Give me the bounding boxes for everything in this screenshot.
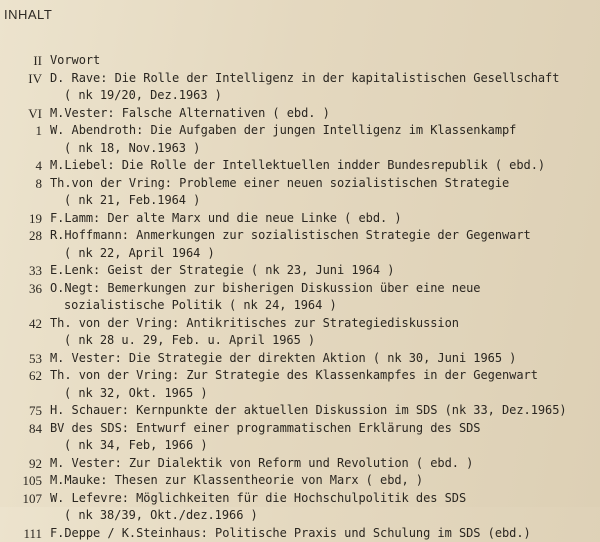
toc-entry xyxy=(0,455,600,473)
toc-entry xyxy=(0,122,600,157)
toc-entry xyxy=(0,262,600,280)
toc-page-number: 62 xyxy=(0,367,42,385)
toc-entry-title: Vorwort xyxy=(50,52,600,70)
toc-entry xyxy=(0,105,600,123)
toc-entry-title: E.Lenk: Geist der Strategie ( nk 23, Juni 1964 ) xyxy=(50,262,600,280)
toc-entry-title: F.Deppe / K.Steinhaus: Politische Praxis und Schulung im SDS (ebd.) xyxy=(50,525,600,542)
toc-page-number: 105 xyxy=(0,472,42,490)
toc-entry xyxy=(0,525,600,542)
toc-entry xyxy=(0,490,600,525)
toc-entry-source: ( nk 28 u. 29, Feb. u. April 1965 ) xyxy=(50,332,600,350)
toc-entry-source: ( nk 18, Nov.1963 ) xyxy=(50,140,600,158)
toc-entry-title: W. Lefevre: Möglichkeiten für die Hochschulpolitik des SDS xyxy=(50,490,600,508)
toc-entry-title: D. Rave: Die Rolle der Intelligenz in der kapitalistischen Gesellschaft xyxy=(50,70,600,88)
toc-entry xyxy=(0,70,600,105)
toc-entry-title: R.Hoffmann: Anmerkungen zur sozialistischen Strategie der Gegenwart xyxy=(50,227,600,245)
toc-entry-source: ( nk 22, April 1964 ) xyxy=(50,245,600,263)
toc-page-number: IV xyxy=(0,70,42,88)
contents-heading: INHALT xyxy=(4,7,52,22)
toc-entry-source: ( nk 21, Feb.1964 ) xyxy=(50,192,600,210)
toc-page-number: 42 xyxy=(0,315,42,333)
toc-entry xyxy=(0,175,600,210)
toc-entry xyxy=(0,350,600,368)
toc-entry xyxy=(0,227,600,262)
toc-entry-title: M.Liebel: Die Rolle der Intellektuellen indder Bundesrepublik ( ebd.) xyxy=(50,157,600,175)
toc-entry xyxy=(0,210,600,228)
toc-page-number: 92 xyxy=(0,455,42,473)
toc-page-number: 28 xyxy=(0,227,42,245)
toc-page-number: 107 xyxy=(0,490,42,508)
toc-entry-title: M.Mauke: Thesen zur Klassentheorie von Marx ( ebd, ) xyxy=(50,472,600,490)
toc-entry-source: ( nk 19/20, Dez.1963 ) xyxy=(50,87,600,105)
toc-entry-title: W. Abendroth: Die Aufgaben der jungen Intelligenz im Klassenkampf xyxy=(50,122,600,140)
toc-entry-source: sozialistische Politik ( nk 24, 1964 ) xyxy=(50,297,600,315)
toc-entry xyxy=(0,420,600,455)
toc-page-number: 1 xyxy=(0,122,42,140)
toc-entry xyxy=(0,402,600,420)
toc-entry-title: M. Vester: Die Strategie der direkten Aktion ( nk 30, Juni 1965 ) xyxy=(50,350,600,368)
toc-entry-title: M. Vester: Zur Dialektik von Reform und Revolution ( ebd. ) xyxy=(50,455,600,473)
toc-entry-title: H. Schauer: Kernpunkte der aktuellen Diskussion im SDS (nk 33, Dez.1965) xyxy=(50,402,600,420)
toc-entry-title: Th. von der Vring: Zur Strategie des Klassenkampfes in der Gegenwart xyxy=(50,367,600,385)
table-of-contents xyxy=(0,52,600,542)
toc-entry xyxy=(0,280,600,315)
toc-entry xyxy=(0,315,600,350)
toc-page-number: 36 xyxy=(0,280,42,298)
toc-entry-title: BV des SDS: Entwurf einer programmatischen Erklärung des SDS xyxy=(50,420,600,438)
toc-entry-source: ( nk 38/39, Okt./dez.1966 ) xyxy=(50,507,600,525)
toc-entry xyxy=(0,157,600,175)
toc-page-number: 19 xyxy=(0,210,42,228)
toc-page-number: 75 xyxy=(0,402,42,420)
toc-page-number: 53 xyxy=(0,350,42,368)
toc-entry-title: Th.von der Vring: Probleme einer neuen sozialistischen Strategie xyxy=(50,175,600,193)
toc-page-number: 4 xyxy=(0,157,42,175)
toc-entry-source: ( nk 32, Okt. 1965 ) xyxy=(50,385,600,403)
toc-page-number: VI xyxy=(0,105,42,123)
toc-entry xyxy=(0,367,600,402)
toc-page-number: 8 xyxy=(0,175,42,193)
toc-page-number: II xyxy=(0,52,42,70)
toc-page-number: 33 xyxy=(0,262,42,280)
toc-entry-title: F.Lamm: Der alte Marx und die neue Linke ( ebd. ) xyxy=(50,210,600,228)
toc-entry xyxy=(0,472,600,490)
toc-page-number: 84 xyxy=(0,420,42,438)
toc-page-number: 111 xyxy=(0,525,42,542)
toc-entry xyxy=(0,52,600,70)
toc-entry-title: O.Negt: Bemerkungen zur bisherigen Diskussion über eine neue xyxy=(50,280,600,298)
toc-entry-title: M.Vester: Falsche Alternativen ( ebd. ) xyxy=(50,105,600,123)
toc-entry-source: ( nk 34, Feb, 1966 ) xyxy=(50,437,600,455)
toc-entry-title: Th. von der Vring: Antikritisches zur Strategiediskussion xyxy=(50,315,600,333)
